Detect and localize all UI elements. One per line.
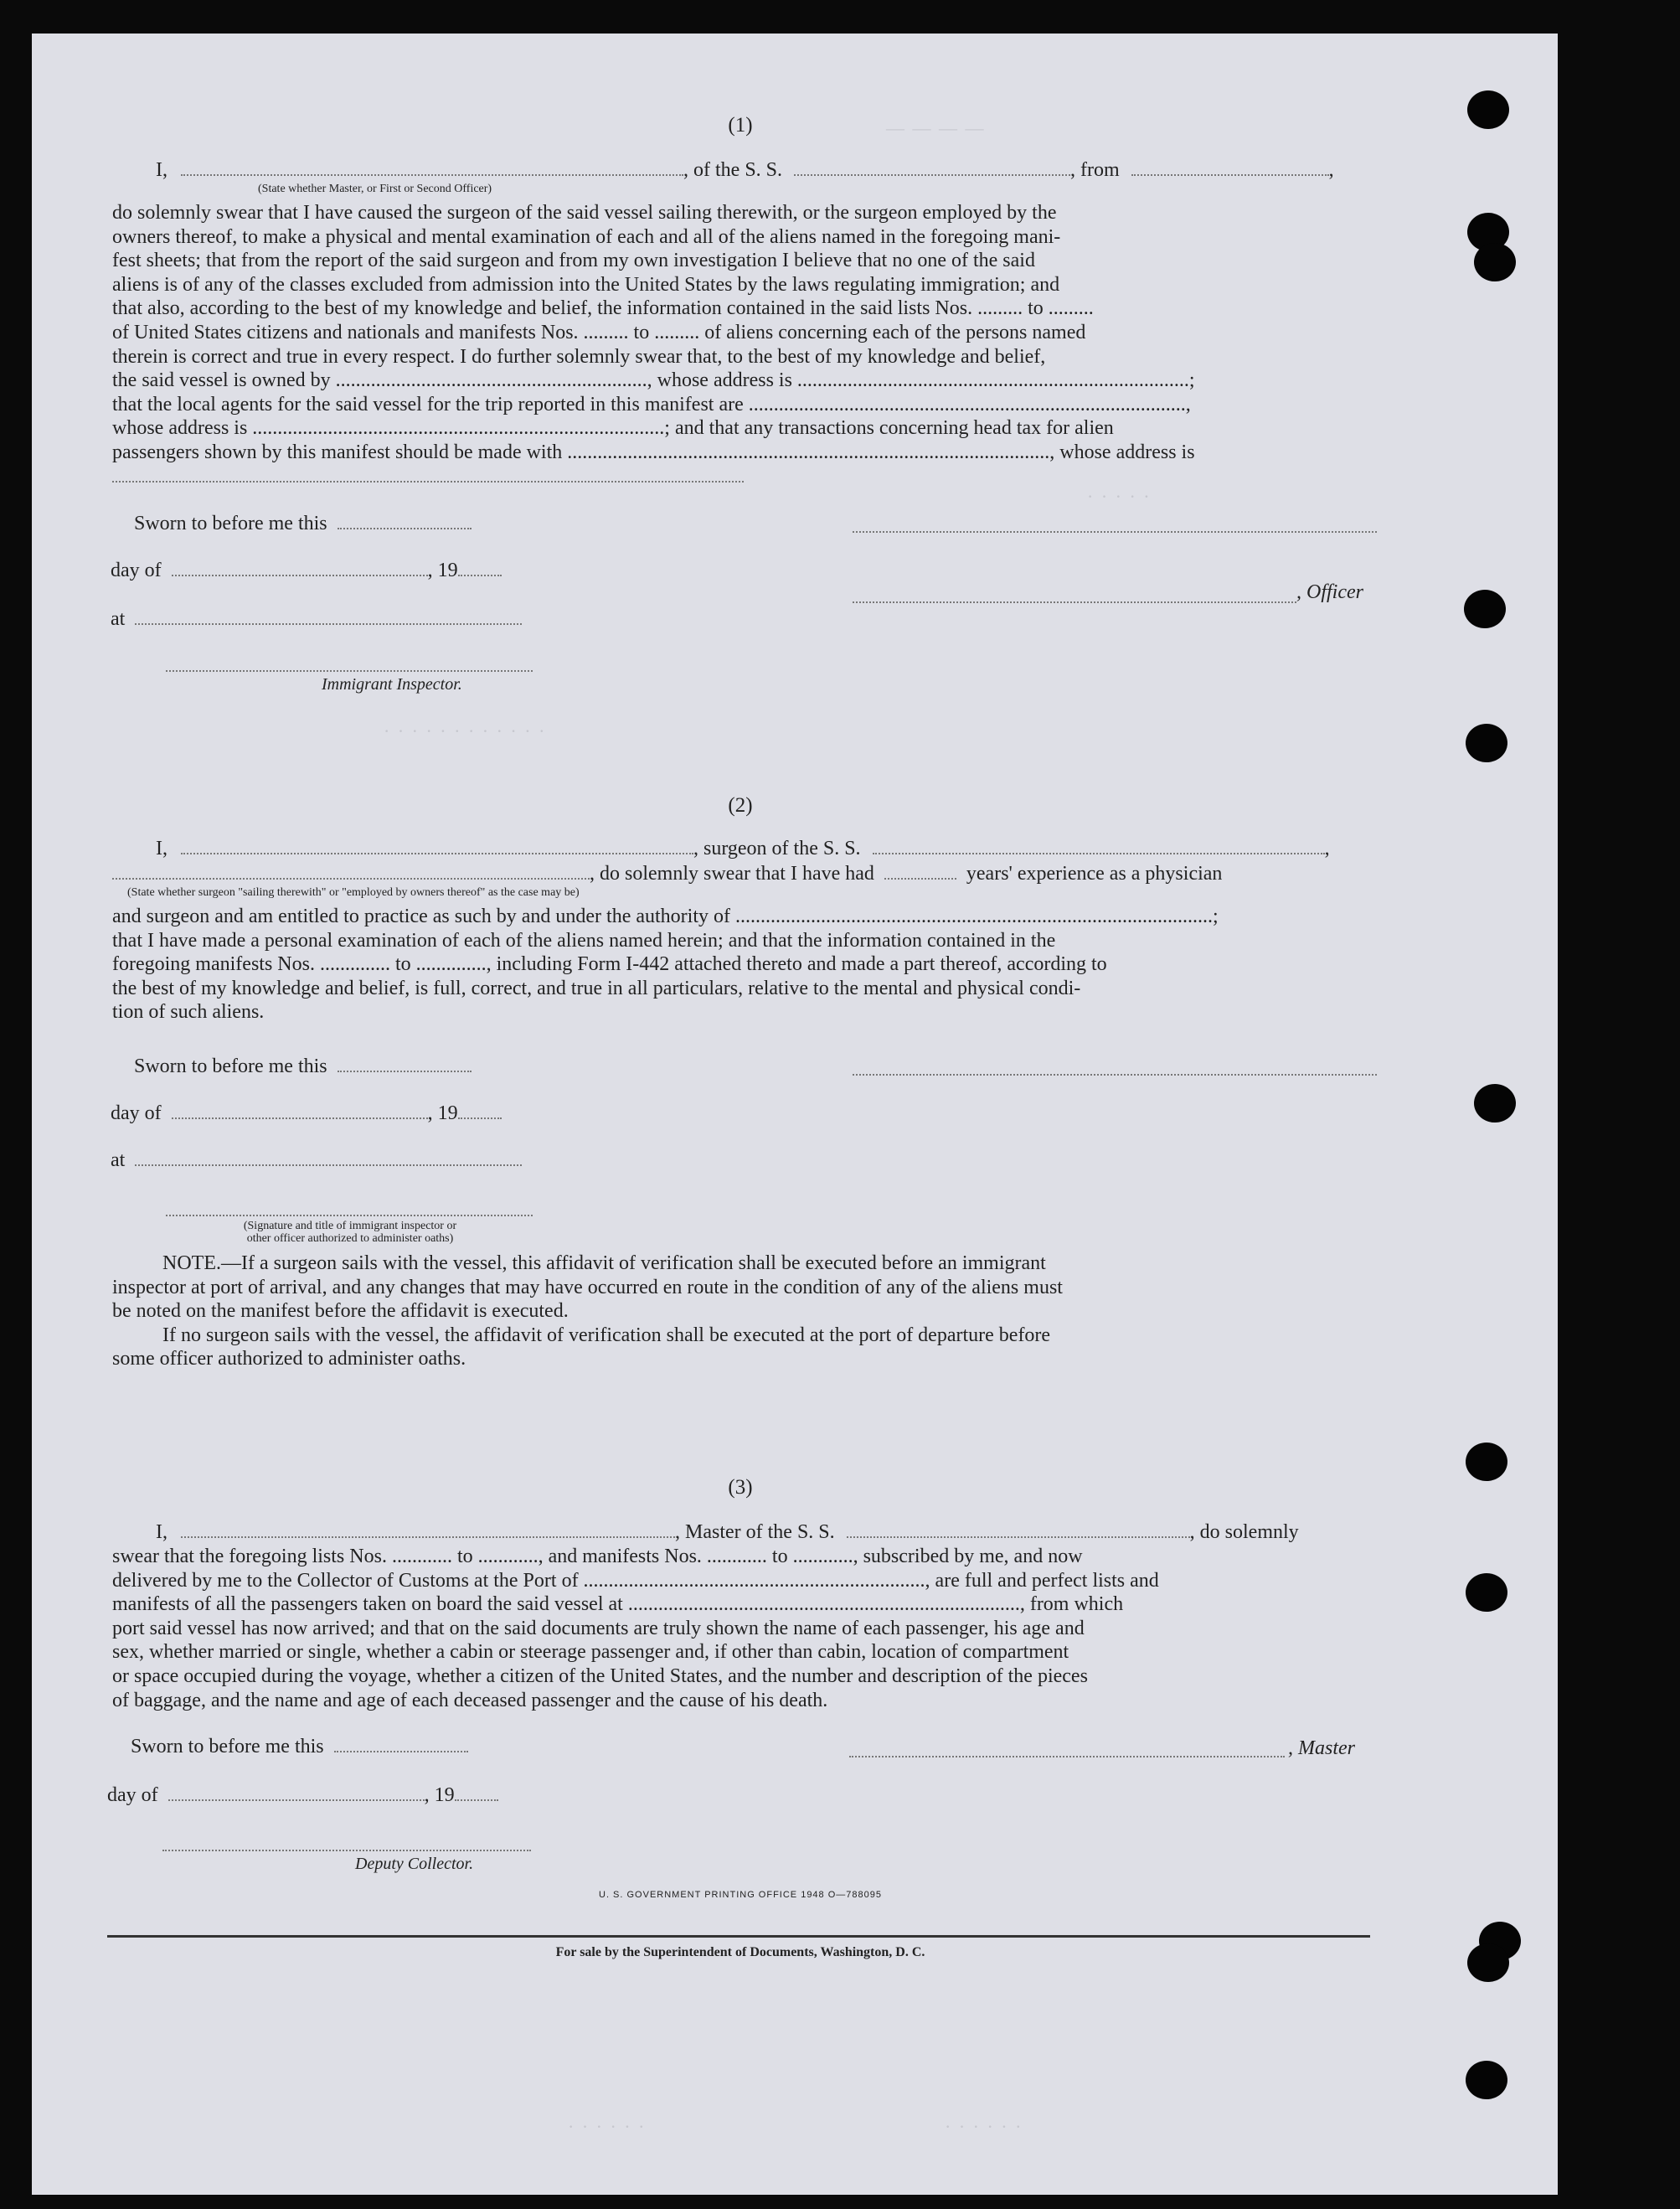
body-line: sex, whether married or single, whether a cabin or steerage passenger and, if other than cabin, location of compartment <box>112 1641 1069 1664</box>
signature-caption: other officer authorized to administer oaths) <box>246 1232 454 1245</box>
note-line: be noted on the manifest before the affidavit is executed. <box>112 1300 569 1323</box>
surgeon-status-field[interactable] <box>112 877 590 880</box>
body-line: foregoing manifests Nos. .............. to .............., including Form I-442 attached thereto and made a part thereof, according to <box>112 953 1107 976</box>
punch-hole <box>1467 90 1509 129</box>
body-line: therein is correct and true in every respect. I do further solemnly swear that, to the best of my knowledge and belief, <box>112 345 1046 368</box>
sworn-label: Sworn to before me this <box>134 513 327 534</box>
body-line: of baggage, and the name and age of each deceased passenger and the cause of his death. <box>112 1689 828 1711</box>
body-line: the said vessel is owned by .............................................................., whose address is ..............................................................................; <box>112 369 1195 392</box>
section-2-at-line <box>111 1148 522 1173</box>
master-pronoun: I, <box>156 1521 167 1543</box>
signature-caption: (Signature and title of immigrant inspector or <box>243 1220 457 1232</box>
punch-hole <box>1474 243 1516 281</box>
body-line: or space occupied during the voyage, whether a citizen of the United States, and the number and description of the pieces <box>112 1664 1088 1687</box>
note-line: NOTE.—If a surgeon sails with the vessel, this affidavit of verification shall be executed before an immigrant <box>162 1252 1046 1274</box>
solemnly-label: , do solemnly <box>1189 1521 1299 1543</box>
note-line: inspector at port of arrival, and any changes that may have occurred en route in the condition of any of the aliens must <box>112 1276 1063 1298</box>
master-label: , Master <box>1288 1737 1355 1759</box>
officer-signature-line[interactable] <box>853 601 1296 603</box>
bleed-through-mark: · · · · · · <box>945 2116 1023 2137</box>
section-3-number: (3) <box>728 1476 753 1499</box>
surgeon-status-caption: (State whether surgeon "sailing therewith" or "employed by owners thereof" as the case may be) <box>127 886 580 899</box>
sworn-label: Sworn to before me this <box>131 1736 324 1757</box>
address-continuation-field[interactable] <box>112 481 744 483</box>
oath-ship-label: , of the S. S. <box>683 159 783 181</box>
section-1-oath-line <box>156 157 1334 183</box>
surgeon-ship-label: , surgeon of the S. S. <box>693 838 861 859</box>
officer-rank-field[interactable] <box>181 173 683 176</box>
section-2-body <box>112 905 1377 1025</box>
body-line: that I have made a personal examination of each of the aliens named herein; and that the information contained in the <box>112 929 1056 952</box>
surgeon-signature-field[interactable] <box>853 1074 1377 1076</box>
body-line: do solemnly swear that I have caused the surgeon of the said vessel sailing therewith, or the surgeon employed by the <box>112 202 1057 224</box>
body-line: aliens is of any of the classes excluded from admission into the United States by the laws regulating immigration; and <box>112 273 1060 296</box>
bleed-through-mark: · · · · · · · · · · · · <box>384 720 547 741</box>
section-3-line-1 <box>156 1520 1299 1545</box>
master-signature-field[interactable] <box>849 1756 1285 1757</box>
punch-hole <box>1467 1943 1509 1982</box>
year-field[interactable] <box>458 1117 502 1119</box>
departure-port-field[interactable] <box>1131 173 1329 176</box>
section-2-line-1 <box>156 836 1330 861</box>
month-field[interactable] <box>172 574 428 576</box>
day-of-label: day of <box>107 1784 158 1806</box>
place-field[interactable] <box>135 1164 522 1166</box>
punch-hole <box>1466 724 1507 762</box>
body-line: passengers shown by this manifest should be made with ................................................................................................, whose address is <box>112 441 1195 463</box>
section-2-line-2 <box>112 861 1222 886</box>
oath-pronoun: I, <box>156 159 167 181</box>
for-sale-notice: For sale by the Superintendent of Documents, Washington, D. C. <box>555 1945 925 1959</box>
bleed-through-mark: — — — — <box>886 117 986 138</box>
oath-comma: , <box>1328 159 1334 181</box>
printing-office-imprint: U. S. GOVERNMENT PRINTING OFFICE 1948 O—788095 <box>599 1890 882 1900</box>
form-page <box>32 34 1558 2195</box>
section-1-number: (1) <box>728 114 753 137</box>
footer-rule <box>107 1935 1370 1938</box>
section-3-sworn-line <box>131 1734 468 1759</box>
body-line: and surgeon and am entitled to practice as such by and under the authority of ...............................................................................................; <box>112 906 1219 927</box>
sworn-date-field[interactable] <box>338 527 472 529</box>
body-line: tion of such aliens. <box>112 1001 265 1024</box>
place-field[interactable] <box>135 622 522 625</box>
years-label: years' experience as a physician <box>966 863 1223 885</box>
master-name-field[interactable] <box>181 1535 675 1538</box>
deputy-signature-field[interactable] <box>162 1850 531 1851</box>
body-line: manifests of all the passengers taken on board the said vessel at .............................................................................., from which <box>112 1593 1124 1616</box>
month-field[interactable] <box>168 1799 425 1801</box>
officer-signature-field[interactable] <box>853 531 1377 533</box>
month-field[interactable] <box>172 1117 428 1119</box>
oath-from-label: , from <box>1070 159 1120 181</box>
sworn-date-field[interactable] <box>334 1750 468 1752</box>
master-ship-label: , Master of the S. S. <box>675 1521 835 1543</box>
at-label: at <box>111 608 126 630</box>
section-2-day-line <box>111 1101 502 1126</box>
section-3-day-line <box>107 1783 498 1808</box>
body-line: that the local agents for the said vessel for the trip reported in this manifest are ......................................................................................., <box>112 393 1191 415</box>
experience-label: , do solemnly swear that I have had <box>590 863 874 885</box>
sworn-label: Sworn to before me this <box>134 1055 327 1077</box>
officer-label: , Officer <box>1296 581 1363 603</box>
punch-hole <box>1474 1084 1516 1123</box>
body-line: owners thereof, to make a physical and mental examination of each and all of the aliens named in the foregoing mani- <box>112 225 1061 248</box>
body-line: that also, according to the best of my knowledge and belief, the information contained in the said lists Nos. ......... to ......... <box>112 297 1094 320</box>
bleed-through-mark: · · · · · <box>1087 486 1152 507</box>
section-3-body <box>112 1545 1377 1712</box>
body-line: delivered by me to the Collector of Customs at the Port of ...................................................................., are full and perfect lists and <box>112 1569 1159 1592</box>
surgeon-note <box>112 1252 1377 1371</box>
body-line: port said vessel has now arrived; and that on the said documents are truly shown the name of each passenger, his age and <box>112 1617 1085 1639</box>
body-line: of United States citizens and nationals and manifests Nos. ......... to ......... of aliens concerning each of the persons named <box>112 321 1086 343</box>
section-1-body <box>112 201 1377 465</box>
surgeon-comma: , <box>1324 838 1330 859</box>
punch-hole <box>1466 2061 1507 2099</box>
year-field[interactable] <box>458 574 502 576</box>
sworn-date-field[interactable] <box>338 1070 472 1072</box>
punch-hole <box>1466 1443 1507 1481</box>
at-label: at <box>111 1149 126 1171</box>
surgeon-ship-field[interactable] <box>873 852 1325 854</box>
master-ship-field[interactable] <box>847 1535 1190 1538</box>
day-of-label: day of <box>111 560 162 581</box>
year-field[interactable] <box>455 1799 498 1801</box>
bleed-through-mark: · · · · · · <box>568 2116 647 2137</box>
inspector-label: Immigrant Inspector. <box>322 675 462 694</box>
section-2-number: (2) <box>728 794 753 817</box>
note-line: some officer authorized to administer oaths. <box>112 1348 466 1370</box>
section-2-sworn-line <box>134 1054 472 1079</box>
surgeon-pronoun: I, <box>156 838 167 859</box>
officer-rank-caption: (State whether Master, or First or Second Officer) <box>258 183 492 195</box>
year-prefix: , 19 <box>427 1102 458 1124</box>
section-1-at-line <box>111 606 522 632</box>
body-line: whose address is ..................................................................................; and that any transactions concerning head tax for alien <box>112 417 1114 440</box>
note-line: If no surgeon sails with the vessel, the affidavit of verification shall be executed at the port of departure before <box>162 1324 1051 1346</box>
body-line: swear that the foregoing lists Nos. ............ to ............, and manifests Nos. ............ to ............, subscribed by me, and now <box>112 1546 1083 1567</box>
deputy-label: Deputy Collector. <box>355 1855 474 1873</box>
ship-name-field[interactable] <box>794 173 1070 176</box>
years-field[interactable] <box>884 877 956 880</box>
inspector-signature-field[interactable] <box>166 1215 533 1216</box>
body-line: fest sheets; that from the report of the said surgeon and from my own investigation I believe that no one of the said <box>112 250 1035 272</box>
body-line: the best of my knowledge and belief, is full, correct, and true in all particulars, relative to the mental and physical condi- <box>112 977 1081 999</box>
punch-hole <box>1466 1573 1507 1612</box>
year-prefix: , 19 <box>427 560 458 581</box>
year-prefix: , 19 <box>424 1784 455 1806</box>
section-1-day-line <box>111 558 502 583</box>
punch-hole <box>1464 590 1506 628</box>
day-of-label: day of <box>111 1102 162 1124</box>
surgeon-name-field[interactable] <box>181 852 693 854</box>
section-1-sworn-line <box>134 511 472 536</box>
